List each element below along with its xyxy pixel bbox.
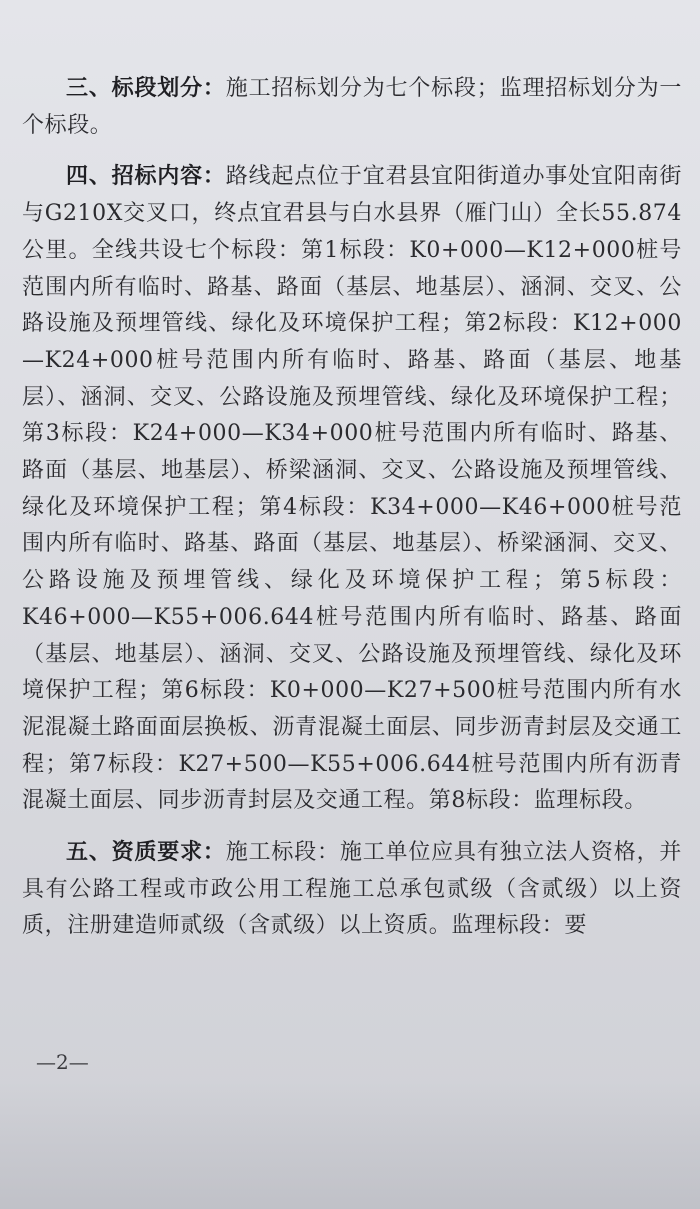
page-number: —2— <box>36 1050 89 1074</box>
section-heading: 五、资质要求： <box>66 839 226 866</box>
section-body: 路线起点位于宜君县宜阳街道办事处宜阳南街与G210X交叉口，终点宜君县与白水县界（雁门山）全长55.874公里。全线共设七个标段：第1标段：K0+000—K12+000桩号范围内所有临时、路基、路面（基层、地基层）、涵洞、交叉、公路设施及预埋管线、绿化及环境保护工程；第2标段：K12+000—K24+000桩号范围内所有临时、路基、路面（基层、地基层）、涵洞、交叉、公路设施及预埋管线、绿化及环境保护工程；第3标段：K24+000—K34+000桩号范围内所有临时、路基、路面（基层、地基层）、桥梁涵洞、交叉、公路设施及预埋管线、绿化及环境保护工程；第4标段：K34+000—K46+000桩号范围内所有临时、路基、路面（基层、地基层）、桥梁涵洞、交叉、公路设施及预埋管线、绿化及环境保护工程；第5标段：K46+000—K55+006.644桩号范围内所有临时、路基、路面（基层、地基层）、涵洞、交叉、公路设施及预埋管线、绿化及环境保护工程；第6标段：K0+000—K27+500桩号范围内所有水泥混凝土路面面层换板、沥青混凝土面层、同步沥青封层及交通工程；第7标段：K27+500—K55+006.644桩号范围内所有沥青混凝土面层、同步沥青封层及交通工程。第8标段：监理标段。 <box>22 164 682 814</box>
section-zizhi-yaoqiu <box>22 834 682 945</box>
section-body: 施工标段：施工单位应具有独立法人资格，并具有公路工程或市政公用工程施工总承包贰级（含贰级）以上资质，注册建造师贰级（含贰级）以上资质。监理标段：要 <box>22 840 682 939</box>
section-heading: 四、招标内容： <box>66 163 226 190</box>
section-heading: 三、标段划分： <box>66 75 226 101</box>
document-body <box>22 70 682 959</box>
section-body: 施工招标划分为七个标段；监理招标划分为一个标段。 <box>22 76 682 138</box>
section-biaoduan-huafen <box>22 70 682 144</box>
page-shadow <box>0 1079 700 1209</box>
section-zhaobiao-neirong <box>22 158 682 820</box>
